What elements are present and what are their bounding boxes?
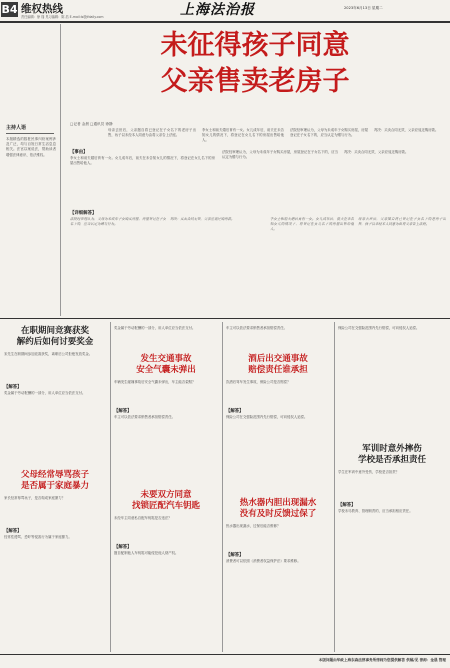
article-6	[226, 498, 330, 650]
issue-date: 2023年6月13日 星期二	[344, 6, 383, 10]
verdict-text-2: 判决：买卖合同无效，父亲应返还购房款。	[170, 217, 235, 221]
article-5-answer: 保险公司在交强险范围内先行赔偿，可向侵权人追偿。	[226, 415, 308, 419]
col-divider-1	[110, 322, 111, 652]
case-text-2: 法院经审理认为，父母为未成年子女购买房屋，房屋登记在子女名下的，应当认定为赠与行为。	[222, 150, 338, 160]
page-number: B4	[1, 3, 18, 16]
article-4-lead: 未经车主同意私自配车钥匙是否违法？	[114, 516, 172, 520]
intro-rule	[6, 133, 54, 134]
lead-col-2: 李女士和前夫婚后育有一女。女儿成年后，前夫在未告知女儿的情况下，将登记在女儿名下的房屋出售给他人。	[202, 128, 284, 143]
article-7-lead: 学生在军训中意外受伤，学校是否担责？	[338, 470, 400, 474]
article-7-answer-label: 【解答】	[338, 503, 356, 508]
article-7	[338, 326, 446, 650]
lead-col-3: 法院经审理认为，父母为未成年子女购买房屋，房屋登记在子女名下的，应当认定为赠与行为。	[290, 128, 368, 138]
article-2-answer-label: 【解答】	[4, 529, 22, 534]
article-4-answer-label: 【解答】	[114, 545, 132, 550]
article-3-continued: 奖金属于劳动报酬的一部分，用人单位应当依法支付。	[114, 326, 196, 330]
article-4-answer: 擅自配制他人车钥匙可能侵犯他人财产权。	[114, 551, 179, 555]
headline-line-1: 未征得孩子同意	[160, 30, 350, 61]
article-7-title: 军训时意外摔伤 学校是否承担责任	[357, 444, 426, 465]
intro-text: 本版精选的数桩民事纠纷案例涉及广泛，均与百姓日常生活息息相关。法官以案说法，帮助读者增强法律意识、依法维权。	[6, 137, 56, 157]
article-7-continued: 保险公司在交强险范围内先行赔偿，可向侵权人追偿。	[338, 326, 420, 330]
verdict-text-3: 李女士和前夫婚后育有一女。女儿成年后，前夫在未告知女儿的情况下，将登记在女儿名下的房屋出售给他人。	[270, 217, 354, 232]
article-3-lead: 车辆发生碰撞事故后安全气囊未弹出，车主能否索赔？	[114, 380, 196, 384]
section-name: 维权热线	[21, 3, 63, 15]
byline: □记者 金晨 □通讯员 徐静	[70, 122, 113, 126]
col-divider-3	[334, 322, 335, 652]
article-5-title: 酒后出交通事故 赔偿责任谁承担	[248, 354, 308, 375]
article-5	[226, 326, 330, 496]
lead-text: 母亲去世后，父亲擅自将已登记在子女名下的老房子出售，孩子以未经本人同意为由将父亲告上法庭。	[108, 128, 196, 138]
article-6-answer: 消费者可以依照《消费者权益保护法》要求维修。	[226, 559, 301, 563]
masthead-rule	[0, 21, 450, 23]
verdict-label: 【详细解答】	[70, 211, 97, 216]
article-1	[4, 326, 106, 466]
intro-title: 主持人语	[6, 125, 27, 131]
article-3	[114, 326, 218, 486]
article-2	[4, 470, 106, 650]
article-5-continued: 车主可以依法要求销售者承担赔偿责任。	[226, 326, 288, 330]
article-4	[114, 490, 218, 650]
article-6-title: 热水器内胆出现漏水 没有及时反馈过保了	[239, 498, 317, 519]
lead-col-4: 判决：买卖合同无效，父亲应返还购房款。	[374, 128, 439, 132]
article-5-lead: 饮酒后驾车发生事故，保险公司是否赔偿？	[226, 380, 291, 384]
footer-note: 本版问题由华政上海东森法律事务所律师为您提供解答 供稿/见 律师：金晨 管理	[318, 658, 446, 662]
masthead	[0, 0, 450, 22]
article-3-answer-label: 【解答】	[114, 409, 132, 414]
article-6-lead: 热水器出现漏水，过保后能否维修？	[226, 524, 281, 528]
article-1-lead: 宋先生在职期间参加竞赛获奖，离职后公司拒绝发放奖金。	[4, 352, 93, 356]
article-1-answer-label: 【解答】	[4, 385, 22, 390]
article-3-title: 发生交通事故 安全气囊未弹出	[136, 354, 196, 375]
verdict-text-4: 母亲去世后，父亲擅自将已登记在子女名下的老房子出售，孩子以未经本人同意为由将父亲告上法庭。	[358, 217, 446, 227]
article-1-answer: 奖金属于劳动报酬的一部分，用人单位应当依法支付。	[4, 391, 86, 395]
section-rule	[0, 318, 450, 319]
case-text-3: 判决：买卖合同无效，父亲应返还购房款。	[344, 150, 409, 154]
article-3-answer: 车主可以依法要求销售者承担赔偿责任。	[114, 415, 176, 419]
article-2-title: 父母经常辱骂孩子 是否属于家庭暴力	[20, 470, 89, 491]
col-divider-2	[222, 322, 223, 652]
case-label: 【事由】	[70, 150, 88, 155]
article-6-answer-label: 【解答】	[226, 553, 244, 558]
article-5-answer-label: 【解答】	[226, 409, 244, 414]
verdict-text-1: 法院经审理认为，父母为未成年子女购买房屋，房屋登记在子女名下的，应当认定为赠与行为。	[70, 217, 166, 227]
article-7-answer: 学校未尽教育、管理职责的，应当承担相应责任。	[338, 509, 413, 513]
newspaper-logo: 上海法治报	[180, 2, 255, 18]
footer-rule	[0, 654, 450, 655]
headline-line-2: 父亲售卖老房子	[160, 66, 350, 97]
case-text: 李女士和前夫婚后育有一女。女儿成年后，前夫在未告知女儿的情况下，将登记在女儿名下的房屋出售给他人。	[70, 156, 215, 166]
article-2-lead: 家长经常辱骂孩子，是否构成家庭暴力？	[4, 496, 66, 500]
article-2-answer: 经常性谩骂、恐吓等侵害行为属于家庭暴力。	[4, 535, 72, 539]
article-4-title: 未要双方同意 找锁匠配汽车钥匙	[131, 490, 200, 511]
editor-line: 责任编辑：徐 翔 见习编辑：陈 浩 E-mail:ls@jfdaily.com	[21, 15, 104, 19]
article-1-title: 在职期间竞赛获奖 解约后如何讨要奖金	[16, 326, 94, 347]
